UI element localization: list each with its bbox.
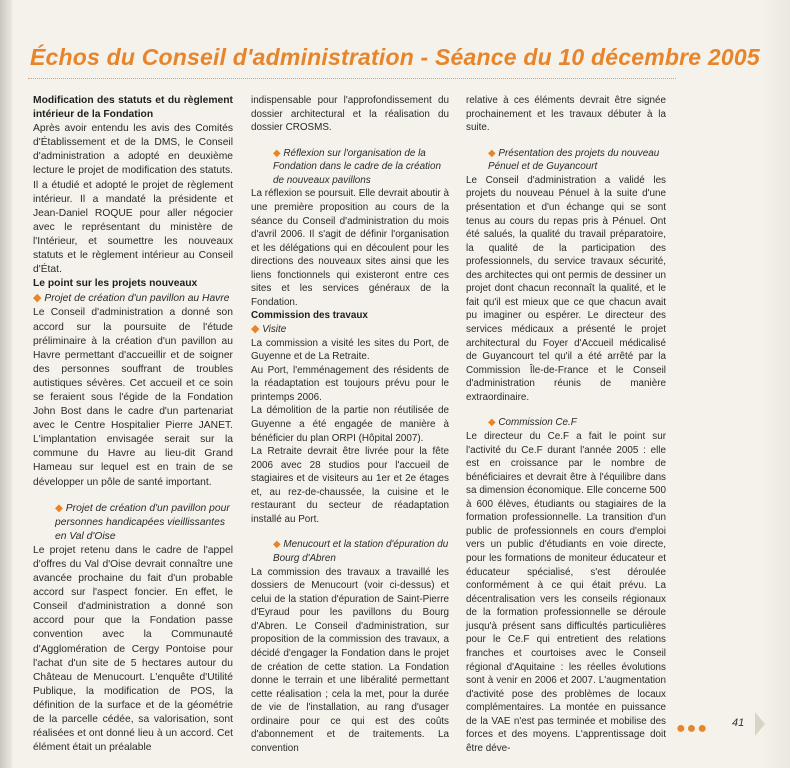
- page-title: Échos du Conseil d'administration - Séance du 10 décembre 2005: [30, 44, 760, 70]
- paragraph: indispensable pour l'approfondissement du dossier architectural et la réalisation du dossier CROSMS.: [251, 95, 449, 134]
- subheading-penuel: ◆ Présentation des projets du nouveau Pénuel et de Guyancourt: [488, 147, 660, 173]
- paragraph: Le Conseil d'administration a donné son accord sur la poursuite de l'étude préliminaire à la création d'un pavillon au Havre permettant d'accueillir et de soigner des personnes souffrant de troubles autistiques sévères. Cet accueil et ce soin se feraient sous l'égide de la Fondation John Bost dans le cadre d'un partenariat avec le Centre Hospitalier Pierre JANET. L'implantation envisagée serait sur la commune du Havre au lieu-dit Grand Hameau sur lequel est en train de se développer un pôle de santé important.: [33, 307, 233, 488]
- paragraph: La réflexion se poursuit. Elle devrait aboutir à une première proposition au cours de la séance du Conseil d'administration du mois d'avril 2006. Il s'agit de définir l'organisation et les délégations qui en découlent pour les directions des nouveaux sites ainsi que les liens fonctionnels qui existeront entre ces sites et les services généraux de la Fondation.: [251, 188, 449, 308]
- page-number: 41: [732, 717, 745, 729]
- heading-travaux: Commission des travaux: [251, 310, 368, 322]
- paragraph: relative à ces éléments devrait être signée prochainement et les travaux débuter à la suite.: [466, 95, 666, 134]
- paragraph: La Retraite devrait être livrée pour la fête 2006 avec 28 studios pour l'accueil de stagiaires et de visiteurs au 1er et 2e étages et, au rez-de-chaussée, la cuisine et le restaurant du secteur de réadaptation installé au Port.: [251, 446, 449, 525]
- paragraph: Après avoir entendu les avis des Comités d'Établissement et de la DMS, le Conseil d'administration a adopté en deuxième lecture le projet de modification des statuts. Il a étudié et adopté le projet de règlement intérieur. Il a mandaté la présidente et Jean-Daniel ROQUE pour aller négocier avec le représentant du ministère de l'Intérieur, et soumettre les nouveaux statuts et le règlement intérieur au Conseil d'État.: [33, 123, 233, 276]
- paragraph: Au Port, l'emménagement des résidents de la réadaptation est toujours prévu pour le printemps 2006.: [251, 364, 449, 403]
- diamond-bullet-icon: ◆: [488, 147, 496, 159]
- title-divider: [28, 78, 676, 80]
- subheading-cef: ◆ Commission Ce.F: [488, 417, 577, 429]
- footer-dots-icon: ●●●: [676, 720, 708, 737]
- diamond-bullet-icon: ◆: [33, 292, 42, 305]
- diamond-bullet-icon: ◆: [55, 502, 63, 514]
- paragraph: La commission des travaux a travaillé les dossiers de Menucourt (voir ci-dessus) et celui de la station d'épuration de Saint-Pierre d'Eyraud pour les pavillons du Bourg d'Abren. Le Conseil d'administration, sur proposition de la commission des travaux, a décidé d'engager la Fondation dans le projet de création de cette station. La Fondation donne le terrain et une libéralité permettant cette réalisation ; cela la met, pour la durée de vie de l'installation, au rang d'usager ordinaire pour ce qui est des coûts d'abonnement et de traitements. La convention: [251, 566, 449, 754]
- diamond-bullet-icon: ◆: [273, 539, 281, 551]
- paragraph: Le projet retenu dans le cadre de l'appel d'offres du Val d'Oise devrait connaître une avancée prochaine du fait d'un probable accord sur l'aspect foncier. En effet, le Conseil d'administration a donné son accord pour que la Fondation passe convention avec la Communauté d'Agglomération de Cergy Pontoise pour l'achat d'un site de 5 hectares autour du Château de Menucourt. L'enquête d'Utilité Publique, la modification de POS, la définition de la surface et de la géométrie de la parcelle cédée, sa valorisation, sont réalisées et ont donné lieu à un accord. Cet élément était un préalable: [33, 544, 233, 754]
- heading-projets: Le point sur les projets nouveaux: [33, 278, 198, 290]
- paragraph: Le Conseil d'administration a validé les projets du nouveau Pénuel à la suite d'une présentation et d'un échange qui se sont tenus au cours du repas pris à Pénuel. Ont été salués, la qualité du travail préparatoire, la qualité de la participation des professionnels, du service travaux sécurité, des architectes qui ont permis de dessiner un projet dont chacun reconnaît la qualité, et le fait qu'il est mieux que ce que chacun avait pu imaginer ou espérer. Le directeur des services médicaux a présenté le projet architectural du Foyer d'Accueil médicalisé de Guyancourt tel qu'il a été arrêté par la Commission Île-de-France et le Conseil d'administration réunis de manière extraordinaire.: [466, 174, 666, 403]
- subheading-menucourt: ◆ Menucourt et la station d'épuration du Bourg d'Abren: [273, 539, 449, 564]
- subheading-val-oise: ◆ Projet de création d'un pavillon pour personnes handicapées vieillissantes en Val d'Oise: [55, 502, 230, 542]
- subheading-havre: ◆ Projet de création d'un pavillon au Havre: [33, 292, 230, 305]
- paragraph: La commission a visité les sites du Port, de Guyenne et de La Retraite.: [251, 337, 449, 363]
- subheading-reflexion: ◆ Réflexion sur l'organisation de la Fondation dans le cadre de la création de nouveaux pavillons: [273, 147, 441, 186]
- column-3: [466, 94, 666, 755]
- diamond-bullet-icon: ◆: [273, 147, 281, 159]
- diamond-bullet-icon: ◆: [251, 323, 260, 335]
- subheading-visite: ◆ Visite: [251, 323, 287, 335]
- paragraph: Le directeur du Ce.F a fait le point sur l'activité du Ce.F durant l'année 2005 : elle est en croissance par le nombre de bénéficiaires et devrait être à l'équilibre dans sa dimension économique. Elle concerne 500 à 600 élèves, étudiants ou stagiaires de la formation professionnelle. La transition d'un public de professionnels en cours d'emploi vers un public d'étudiants en voie directe, pour les formations de moniteur éducateur et éducateur spécialisé, s'est déroulée conformément à ce qui était prévu. La décentralisation vers les conseils régionaux de la formation professionnelle se déroule jusqu'à présent sans difficultés particulières pour le Ce.F qui entretient des relations franches et courtoises avec le Conseil régional d'Aquitaine : les réelles évolutions sont à venir en 2006 et 2007. L'augmentation d'activité pose des problèmes de locaux complémentaires. La montée en puissance de la VAE n'est pas terminée et mobilise des forces et des moyens. L'apprentissage doit être déve-: [466, 430, 666, 754]
- heading-statuts: Modification des statuts et du règlement intérieur de la Fondation: [33, 95, 233, 121]
- page-corner-tab: [755, 712, 765, 736]
- column-2: [251, 94, 449, 755]
- page-spine: [0, 0, 12, 768]
- diamond-bullet-icon: ◆: [488, 417, 496, 429]
- paragraph: La démolition de la partie non réutilisée de Guyenne a été engagée de manière à bénéficier du plan ORPI (Hôpital 2007).: [251, 405, 449, 444]
- column-1: [33, 94, 233, 755]
